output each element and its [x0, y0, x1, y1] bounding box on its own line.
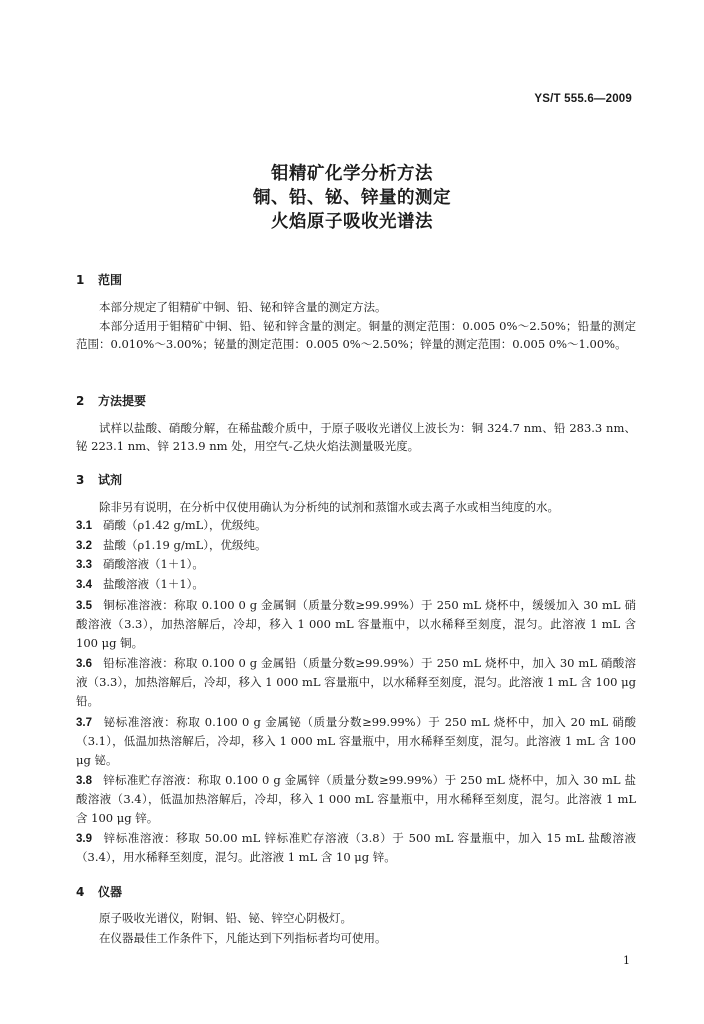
section-4-heading: 4 仪器: [76, 885, 123, 899]
section-2-para-1: 试样以盐酸、硝酸分解，在稀盐酸介质中，于原子吸收光谱仪上波长为：铜 324.7 nm、铅 283.3 nm、铋 223.1 nm、锌 213.9 nm 处，用空气-乙炔火焰法测量吸光度。: [76, 421, 636, 454]
section-1-heading: 1 范围: [76, 273, 123, 287]
section-2-heading: 2 方法提要: [76, 394, 147, 408]
title-line-3: 火焰原子吸收光谱法: [271, 212, 433, 232]
title-line-2: 铜、铅、铋、锌量的测定: [253, 188, 451, 208]
reagent-item: 3.6 铅标准溶液：称取 0.100 0 g 金属铅（质量分数≥99.99%）于 250 mL 烧杯中，加入 30 mL 硝酸溶液（3.3），加热溶解后，冷却，移入 1 000 mL 容量瓶中，以水稀释至刻度，混匀。此溶液 1 mL 含 100 μg 铅。: [76, 656, 636, 708]
page-number: 1: [623, 954, 630, 967]
reagent-item: 3.5 铜标准溶液：称取 0.100 0 g 金属铜（质量分数≥99.99%）于 250 mL 烧杯中，缓缓加入 30 mL 硝酸溶液（3.3），加热溶解后，冷却，移入 1 000 mL 容量瓶中，以水稀释至刻度，混匀。此溶液 1 mL 含 100 μg 铜。: [76, 598, 636, 650]
section-4-para-2: 在仪器最佳工作条件下，凡能达到下列指标者均可使用。: [99, 931, 387, 945]
section-3-heading: 3 试剂: [76, 473, 123, 487]
reagent-item: 3.4 盐酸溶液（1＋1）。: [76, 577, 204, 591]
title-line-1: 钼精矿化学分析方法: [271, 164, 433, 184]
reagent-item: 3.7 铋标准溶液：称取 0.100 0 g 金属铋（质量分数≥99.99%）于 250 mL 烧杯中，加入 20 mL 硝酸（3.1），低温加热溶解后，冷却，移入 1 000 mL 容量瓶中，用水稀释至刻度，混匀。此溶液 1 mL 含 100 μg 铋。: [76, 715, 636, 767]
reagent-item: 3.2 盐酸（ρ1.19 g/mL），优级纯。: [76, 538, 267, 552]
standard-number: YS/T 555.6—2009: [534, 93, 632, 105]
section-1-para-1: 本部分规定了钼精矿中铜、铅、铋和锌含量的测定方法。: [99, 300, 387, 314]
reagent-item: 3.9 锌标准溶液：移取 50.00 mL 锌标准贮存溶液（3.8）于 500 mL 容量瓶中，加入 15 mL 盐酸溶液（3.4），用水稀释至刻度，混匀。此溶液 1 mL 含 10 μg 锌。: [76, 831, 636, 865]
reagent-item: 3.8 锌标准贮存溶液：称取 0.100 0 g 金属锌（质量分数≥99.99%）于 250 mL 烧杯中，加入 30 mL 盐酸溶液（3.4），低温加热溶解后，冷却，移入 1 000 mL 容量瓶中，用水稀释至刻度，混匀。此溶液 1 mL 含 100 μg 锌。: [76, 773, 636, 825]
section-4-para-1: 原子吸收光谱仪，附铜、铅、铋、锌空心阴极灯。: [99, 911, 352, 925]
section-1-para-2: 本部分适用于钼精矿中铜、铅、铋和锌含量的测定。铜量的测定范围：0.005 0%～2.50%；铅量的测定范围：0.010%～3.00%；铋量的测定范围：0.005 0%～2.50%；锌量的测定范围：0.005 0%～1.00%。: [76, 319, 636, 352]
section-3-intro: 除非另有说明，在分析中仅使用确认为分析纯的试剂和蒸馏水或去离子水或相当纯度的水。: [99, 500, 559, 514]
reagent-item: 3.1 硝酸（ρ1.42 g/mL），优级纯。: [76, 518, 267, 532]
reagent-item: 3.3 硝酸溶液（1＋1）。: [76, 557, 204, 571]
